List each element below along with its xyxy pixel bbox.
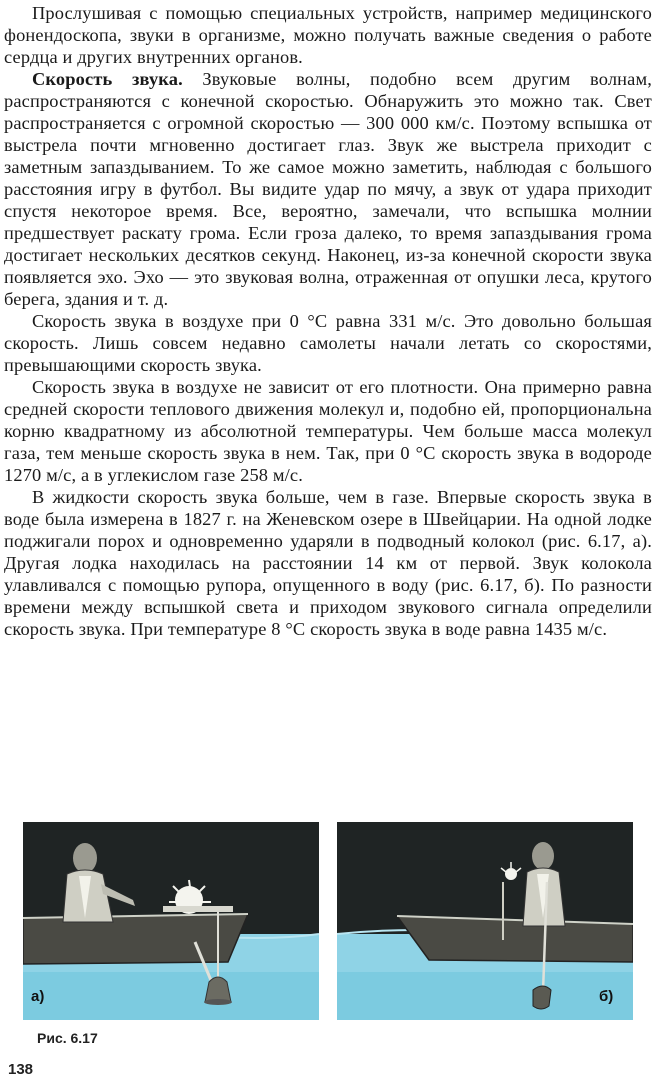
paragraph-3: [4, 310, 652, 376]
body-text: [4, 2, 652, 640]
page-number: 138: [8, 1061, 34, 1078]
paragraph-5: [4, 486, 652, 640]
paragraph-1: [4, 2, 652, 68]
boat-bell-illustration: [23, 822, 319, 1020]
section-heading-sound-speed: Скорость звука.: [32, 69, 183, 89]
figure-caption: Рис. 6.17: [37, 1030, 98, 1046]
paragraph-2-text: Звуковые волны, подобно всем другим волнам, распространяются с конечной скоростью. Обнаружить это можно так. Свет распространяется с огромной скоростью — 300 000 км/с. Поэтому вспышка от выстрела почти мгновенно достигает глаз. Звук же выстрела приходит с заметным запаздыванием. То же самое можно заметить, наблюдая с большого расстояния игру в футбол. Вы видите удар по мячу, а звук от удара приходит спустя некоторое время. Все, вероятно, замечали, что вспышка молнии предшествует раскату грома. Если гроза далеко, то время запаздывания грома достигает нескольких десятков секунд. Наконец, из-за конечной скорости звука появляется эхо. Эхо — это звуковая волна, отраженная от опушки леса, крутого берега, здания и т. д.: [4, 69, 653, 309]
paragraph-3-text: Скорость звука в воздухе при 0 °С равна 331 м/с. Это довольно большая скорость. Лишь совсем недавно самолеты начали летать со скоростями, превышающими скорость звука.: [4, 311, 652, 375]
paragraph-1-text: Прослушивая с помощью специальных устройств, например медицинского фонендоскопа, звуки в организме, можно получать важные сведения о работе сердца и других внутренних органов.: [4, 3, 652, 67]
figure-label-b: б): [599, 988, 614, 1005]
boat-horn-illustration: [337, 822, 633, 1020]
paragraph-4-text: Скорость звука в воздухе не зависит от его плотности. Она примерно равна средней скорости теплового движения молекул и, подобно ей, пропорциональна корню квадратному из абсолютной температуры. Чем больше масса молекул газа, тем меньше скорость звука в нем. Так, при 0 °С скорость звука в водороде 1270 м/с, а в углекислом газе 258 м/с.: [4, 377, 652, 485]
paragraph-5-text: В жидкости скорость звука больше, чем в газе. Впервые скорость звука в воде была измерена в 1827 г. на Женевском озере в Швейцарии. На одной лодке поджигали порох и одновременно ударяли в подводный колокол (рис. 6.17, а). Другая лодка находилась на расстоянии 14 км от первой. Звук колокола улавливался с помощью рупора, опущенного в воду (рис. 6.17, б). По разности времени между вспышкой света и приходом звукового сигнала определили скорость звука. При температуре 8 °С скорость звука в воде равна 1435 м/с.: [4, 487, 652, 639]
paragraph-2: [4, 68, 652, 310]
figure-panel-a: [23, 822, 319, 1020]
figure-panel-b: [337, 822, 633, 1020]
paragraph-4: [4, 376, 652, 486]
figure-label-a: а): [31, 988, 45, 1005]
figure-6-17: [23, 822, 633, 1020]
